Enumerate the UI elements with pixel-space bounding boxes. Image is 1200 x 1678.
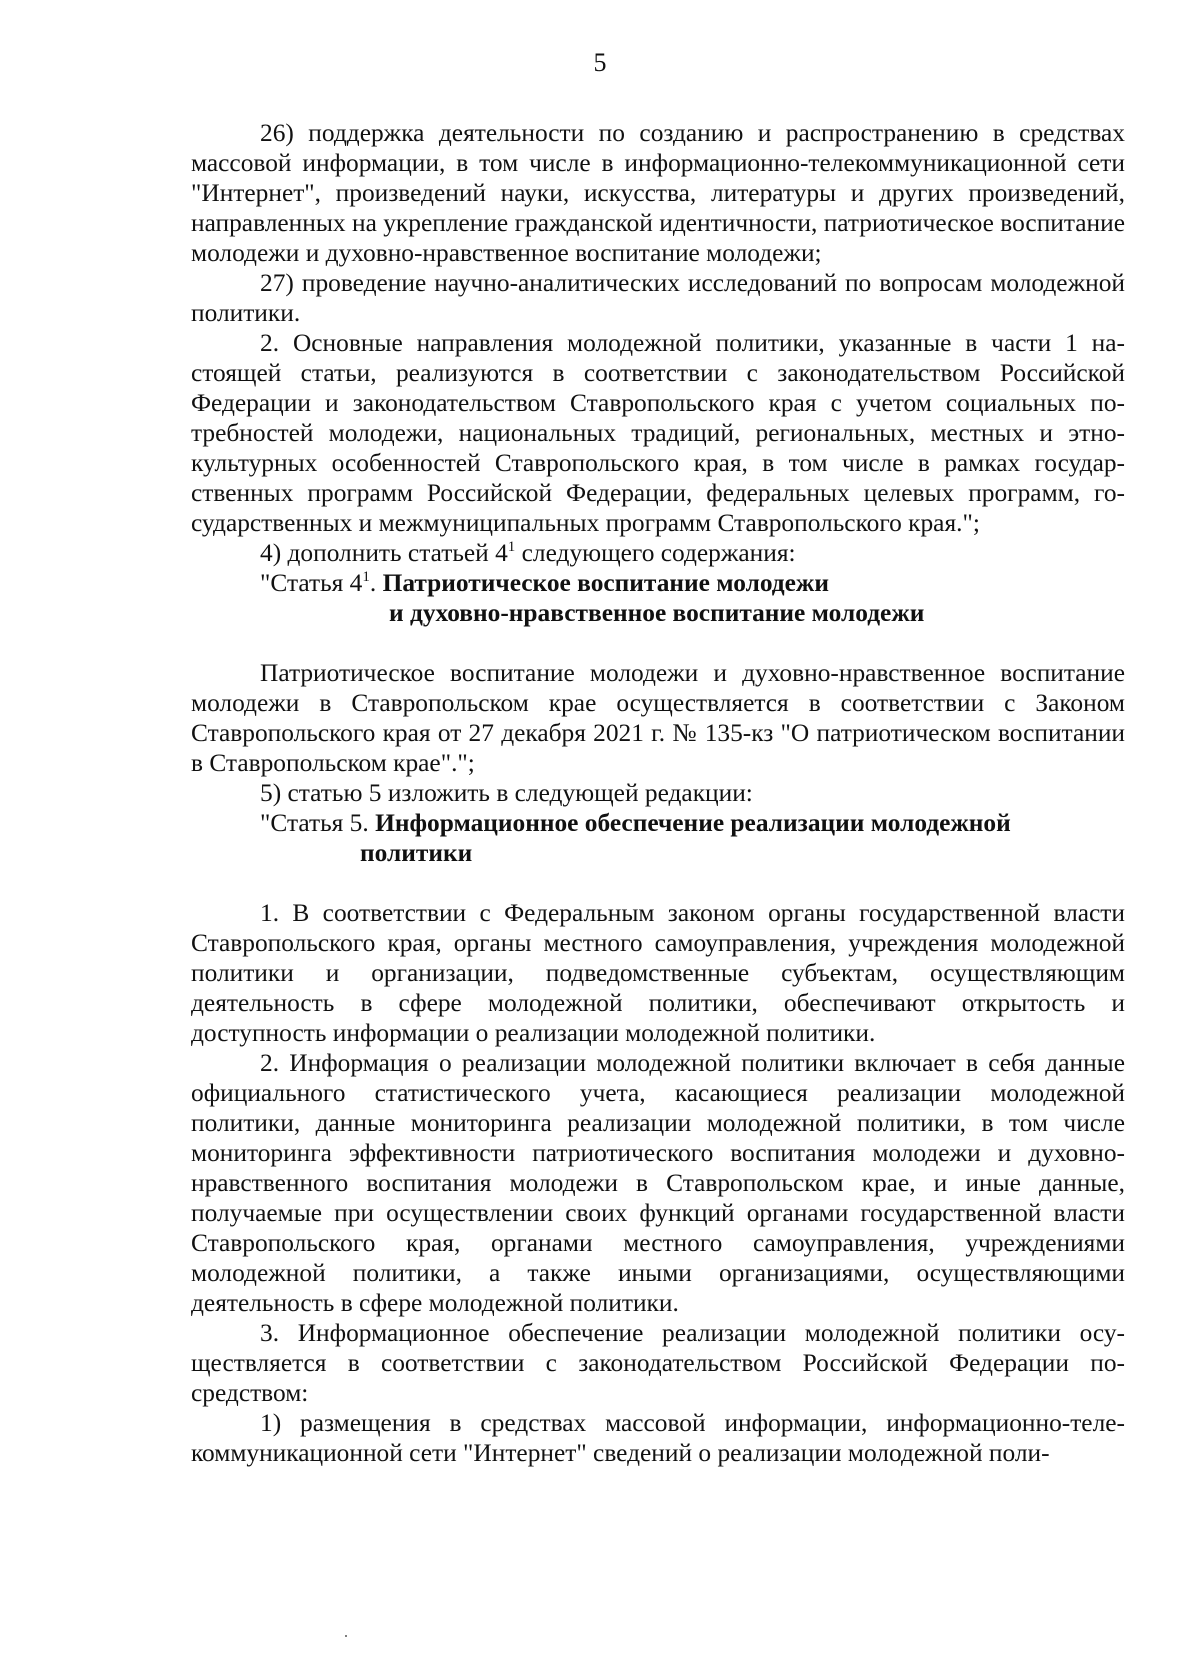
- article-5-title-line1: Информационное обеспечение реализации молодежной: [375, 809, 1011, 837]
- article-5-subitem-1: 1) размещения в средствах массовой информации, информационно-телекоммуникационной сети "Интернет" сведений о реализации молодежной поли-: [191, 1409, 1125, 1467]
- article-4-1-title-line1: Патриотическое воспитание молодежи: [382, 569, 829, 597]
- item-26: 26) поддержка деятельности по созданию и распространению в средствах массовой информации, в том числе в информационно-телекоммуникационной сети "Интернет", произведений науки, искусства, литературы и других произведений, направленных на укрепление гражданской идентичности, патриотическое воспитание молодежи и духовно-нравственное воспитание молодежи;: [191, 119, 1125, 267]
- article-5-paragraph-1: 1. В соответствии с Федеральным законом органы государственной власти Ставропольского края, органы местного самоуправления, учреждения молодежной политики и организации, подведомственные субъектам, осуществляющим деятельность в сфере молодежной политики, обеспечивают открытость и доступность информации о реализации молодежной политики.: [191, 899, 1125, 1047]
- article-5-lead: "Статья 5.: [260, 809, 376, 837]
- article-4-1-superscript: 1: [362, 569, 370, 585]
- item-27: 27) проведение научно-аналитических исследований по вопросам молодежной политики.: [191, 269, 1125, 327]
- amendment-4-superscript: 1: [507, 539, 516, 555]
- article-5-heading: [191, 808, 1125, 868]
- article-5-paragraph-3: 3. Информационное обеспечение реализации молодежной политики осуществляется в соответствии с законодательством Российской Федерации посредством:: [191, 1319, 1125, 1407]
- article-5-paragraph-2: 2. Информация о реализации молодежной политики включает в себя данные официального статистического учета, касающиеся реализации молодежной политики, данные мониторинга реализации молодежной политики, в том числе мониторинга эффективности патриотического воспитания молодежи и духовно-нравственного воспитания молодежи в Ставропольском крае, и иные данные, получаемые при осуществлении своих функций органами государственной власти Ставропольского края, органами местного самоуправления, учреждениями молодежной политики, а также иными организациями, осуществляющими деятельность в сфере молодежной политики.: [191, 1049, 1125, 1317]
- amendment-5: 5) статью 5 изложить в следующей редакции:: [260, 779, 753, 807]
- article-4-1-lead-dot: .: [369, 569, 383, 597]
- document-body: [191, 118, 1125, 1468]
- amendment-4: [191, 538, 1125, 568]
- scan-speck: [345, 1635, 347, 1637]
- amendment-4-text-end: следующего содержания:: [515, 539, 796, 567]
- article-4-1-title-line2: и духовно-нравственное воспитание молодежи: [389, 599, 925, 627]
- page-number: 5: [593, 48, 607, 77]
- amendment-4-text: 4) дополнить статьей 4: [260, 539, 508, 567]
- article-5-title-line2: политики: [360, 839, 473, 867]
- article-4-1-body: Патриотическое воспитание молодежи и духовно-нравственное воспитание молодежи в Ставропольском крае осуществляется в соответствии с Законом Ставропольского края от 27 декабря 2021 г. № 135-кз "О патриотическом воспитании в Ставропольском крае".";: [191, 659, 1125, 777]
- article-4-1-lead: "Статья 4: [260, 569, 363, 597]
- paragraph-2: 2. Основные направления молодежной политики, указанные в части 1 настоящей статьи, реализуются в соответствии с законодательством Российской Федерации и законодательством Ставропольского края с учетом социальных потребностей молодежи, национальных традиций, региональных, местных и этнокультурных особенностей Ставропольского края, в том числе в рамках государственных программ Российской Федерации, федеральных целевых программ, государственных и межмуниципальных программ Ставропольского края.";: [191, 329, 1125, 537]
- article-4-1-heading: [191, 568, 1125, 628]
